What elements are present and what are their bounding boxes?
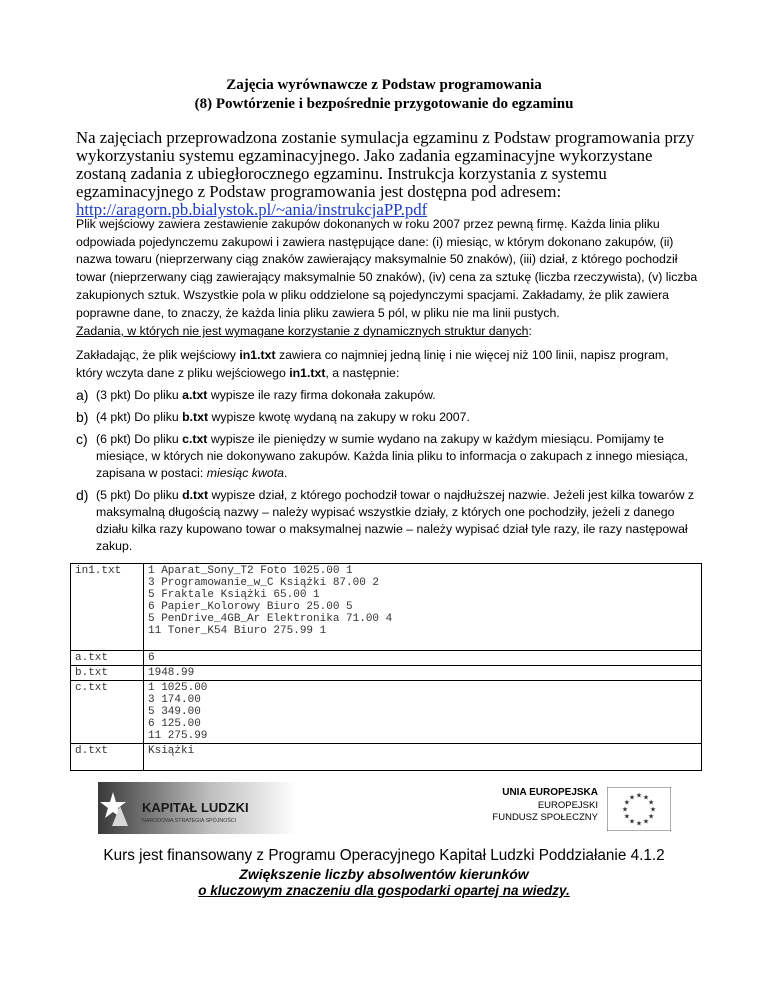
task-a xyxy=(76,387,698,404)
ue-line-3: FUNDUSZ SPOŁECZNY xyxy=(492,812,598,823)
instruction-link[interactable]: http://aragorn.pb.bialystok.pl/~ania/instrukcjaPP.pdf xyxy=(76,200,428,219)
kapital-logo-subtitle: NARODOWA STRATEGIA SPÓJNOŚCI xyxy=(142,818,237,824)
in1-content xyxy=(144,564,702,651)
in1-line: 1 Aparat_Sony_T2 Foto 1025.00 1 xyxy=(148,565,353,577)
in1-blank xyxy=(148,637,697,649)
eu-star-icon: ★ xyxy=(642,793,650,802)
intro-paragraph xyxy=(76,129,696,219)
task-c-pre: (6 pkt) Do pliku xyxy=(96,432,183,446)
task-a-letter: a) xyxy=(76,387,89,403)
footer-goal-line-2: o kluczowym znaczeniu dla gospodarki opartej na wiedzy. xyxy=(198,883,570,898)
assume-part-2: zawiera co najmniej jedną linię i nie więcej niż 100 linii, napisz program, który wczyta dane z pliku wejściowego xyxy=(76,348,669,380)
eu-star-icon: ★ xyxy=(628,793,636,802)
ue-line-1: UNIA EUROPEJSKA xyxy=(502,787,598,798)
eu-star-icon: ★ xyxy=(635,791,643,800)
document-title xyxy=(0,76,768,114)
in1-line: 5 PenDrive_4GB_Ar Elektronika 71.00 4 xyxy=(148,613,393,625)
d-blank xyxy=(148,757,697,769)
c-line: 5 349.00 xyxy=(148,706,201,718)
table-row-c xyxy=(71,681,702,744)
eu-star-icon: ★ xyxy=(628,817,636,826)
assume-file-2: in1.txt xyxy=(289,365,326,380)
d-value xyxy=(144,744,702,771)
table-row-a xyxy=(71,651,702,666)
kapital-ludzki-logo xyxy=(98,782,298,834)
task-c-letter: c) xyxy=(76,431,88,447)
in1-line: 6 Papier_Kolorowy Biuro 25.00 5 xyxy=(148,601,353,613)
eu-star-icon: ★ xyxy=(647,812,655,821)
title-line-2: (8) Powtórzenie i bezpośrednie przygotowanie do egzaminu xyxy=(194,96,574,112)
task-d-post: wypisze dział, z którego pochodził towar o najdłuższej nazwie. Jeżeli jest kilka towarów z maksymalną długością nazwy – należy wypisać wszystkie działy, z których one pochodziły, jeżeli z danego działu kilka razy kupowano towar o maksymalnej nazwie – należy wypisać dział tyle razy, ile razy następował zakup. xyxy=(96,488,695,553)
task-a-pre: (3 pkt) Do pliku xyxy=(96,388,183,402)
a-value: 6 xyxy=(144,651,702,666)
task-a-file: a.txt xyxy=(182,388,208,402)
task-c-file: c.txt xyxy=(182,432,208,446)
task-d-letter: d) xyxy=(76,487,89,503)
intro-text: Na zajęciach przeprowadzona zostanie symulacja egzaminu z Podstaw programowania przy wykorzystaniu systemu egzaminacyjnego. Jako zadania egzaminacyjne wykorzystane zostaną zadania z ubiegłorocznego egzaminu. Instrukcja korzystania z systemu egzaminacyjnego z Podstaw programowania jest dostępna pod adresem: xyxy=(76,128,695,201)
eu-star-icon: ★ xyxy=(649,805,657,814)
tasks-heading-colon: : xyxy=(528,324,532,338)
label-d: d.txt xyxy=(71,744,144,771)
tasks-heading-text: Zadania, w których nie jest wymagane korzystanie z dynamicznych struktur danych xyxy=(76,324,529,338)
in1-line: 3 Programowanie_w_C Książki 87.00 2 xyxy=(148,577,380,589)
kapital-logo-title: KAPITAŁ LUDZKI xyxy=(142,800,249,815)
in1-line: 5 Fraktale Książki 65.00 1 xyxy=(148,589,320,601)
ue-line-2: EUROPEJSKI xyxy=(537,799,598,811)
eu-star-icon: ★ xyxy=(635,819,643,828)
task-b-pre: (4 pkt) Do pliku xyxy=(96,410,183,424)
c-line: 3 174.00 xyxy=(148,694,201,706)
label-a: a.txt xyxy=(71,651,144,666)
eu-star-icon: ★ xyxy=(642,817,650,826)
task-b-post: wypisze kwotę wydaną na zakupy w roku 2007. xyxy=(208,410,470,424)
c-line: 6 125.00 xyxy=(148,718,201,730)
c-line: 1 1025.00 xyxy=(148,682,208,694)
footer-goal-line: Zwiększenie liczby absolwentów kierunków xyxy=(239,866,529,882)
assume-part-3: , a następnie: xyxy=(325,365,400,380)
task-c-post: wypisze ile pieniędzy w sumie wydano na zakupy w każdym miesiącu. Pomijamy te miesiące, w których nie dokonywano zakupów. Każda linia pliku to informacja o zakupach z innego miesiąca, zapisana w postaci: xyxy=(96,432,688,480)
label-b: b.txt xyxy=(71,666,144,681)
eu-star-icon: ★ xyxy=(621,805,629,814)
label-c: c.txt xyxy=(71,681,144,744)
task-b-file: b.txt xyxy=(182,410,209,424)
label-in1: in1.txt xyxy=(71,564,144,651)
eu-star-icon: ★ xyxy=(623,798,631,807)
table-row-in1 xyxy=(71,564,702,651)
task-c-end: . xyxy=(283,466,288,480)
eu-star-icon: ★ xyxy=(623,812,631,821)
task-d-pre: (5 pkt) Do pliku xyxy=(96,488,183,502)
in1-line: 11 Toner_K54 Biuro 275.99 1 xyxy=(148,625,327,637)
task-c-italic: miesiąc kwota xyxy=(206,466,284,480)
table-row-b xyxy=(71,666,702,681)
task-d xyxy=(76,487,698,555)
assume-part-1: Zakładając, że plik wejściowy xyxy=(76,348,240,362)
d-value-text: Książki xyxy=(148,745,195,757)
table-row-d xyxy=(71,744,702,771)
task-b-letter: b) xyxy=(76,409,89,425)
b-value: 1948.99 xyxy=(144,666,702,681)
assume-file-1: in1.txt xyxy=(239,348,276,362)
task-d-file: d.txt xyxy=(182,488,209,502)
title-line-1: Zajęcia wyrównawcze z Podstaw programowania xyxy=(226,77,542,93)
example-table xyxy=(70,563,702,771)
footer-funding-line: Kurs jest finansowany z Programu Operacyjnego Kapitał Ludzki Poddziałanie 4.1.2 xyxy=(103,847,665,864)
task-b xyxy=(76,409,698,426)
assumption-paragraph xyxy=(76,347,698,382)
tasks-heading xyxy=(76,323,698,341)
file-description: Plik wejściowy zawiera zestawienie zakupów dokonanych w roku 2007 przez pewną firmę. Każda linia pliku odpowiada pojedynczemu zakupowi i zawiera następujące dane: (i) miesiąc, w którym dokonano zakupów, (ii) nazwa towaru (nieprzerwany ciąg znaków zawierający maksymalnie 50 znaków), (iii) dział, z którego pochodził towar (nieprzerwany ciąg zawierający maksymalnie 50 znaków), (iv) cena za sztukę (liczba rzeczywista), (v) liczba zakupionych sztuk. Wszystkie pola w pliku oddzielone są pojedynczymi spacjami. Zakładamy, że plik zawiera poprawne dane, to znaczy, że każda linia pliku zawiera 5 pól, w pliku nie ma linii pustych. xyxy=(76,217,698,320)
task-a-post: wypisze ile razy firma dokonała zakupów. xyxy=(207,388,436,402)
c-line: 11 275.99 xyxy=(148,730,208,742)
ue-text-block xyxy=(492,787,598,825)
task-c xyxy=(76,431,698,482)
c-content xyxy=(144,681,702,744)
eu-star-icon: ★ xyxy=(647,798,655,807)
eu-flag-icon xyxy=(607,787,671,831)
